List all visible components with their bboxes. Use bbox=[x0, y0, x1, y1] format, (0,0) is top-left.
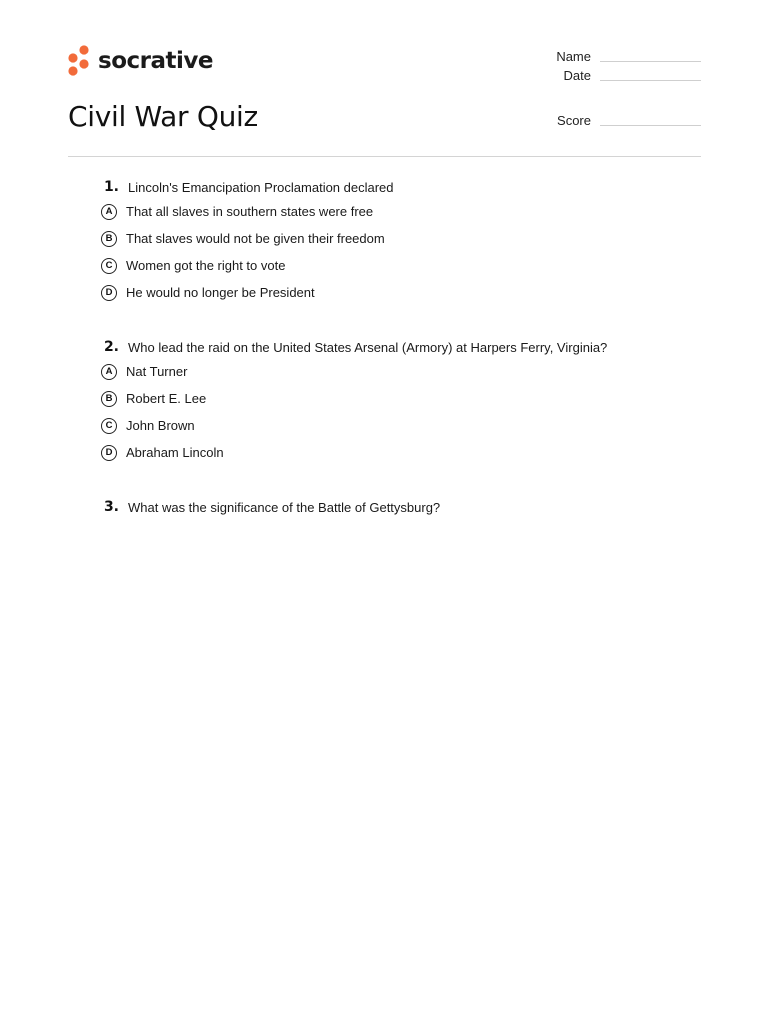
question-number: 3. bbox=[103, 499, 119, 515]
header-divider bbox=[68, 156, 701, 157]
option-letter-badge: D bbox=[101, 445, 117, 461]
question-2 bbox=[96, 337, 696, 466]
answer-option-c bbox=[96, 252, 696, 279]
question-header bbox=[96, 177, 696, 197]
name-line bbox=[600, 60, 701, 62]
answer-options bbox=[96, 358, 696, 466]
question-header bbox=[96, 337, 696, 357]
date-line bbox=[600, 79, 701, 81]
answer-option-d bbox=[96, 439, 696, 466]
answer-option-a bbox=[96, 198, 696, 225]
answer-option-c bbox=[96, 412, 696, 439]
name-field bbox=[531, 49, 701, 64]
question-text: Who lead the raid on the United States Arsenal (Armory) at Harpers Ferry, Virginia? bbox=[128, 339, 608, 355]
option-text: That slaves would not be given their freedom bbox=[126, 231, 385, 246]
question-3 bbox=[96, 497, 696, 517]
score-line bbox=[600, 124, 701, 126]
option-text: Women got the right to vote bbox=[126, 258, 286, 273]
quiz-title: Civil War Quiz bbox=[68, 100, 258, 133]
option-letter-badge: B bbox=[101, 231, 117, 247]
date-field bbox=[531, 68, 701, 83]
option-letter-badge: C bbox=[101, 418, 117, 434]
socrative-wordmark: socrative bbox=[98, 48, 213, 74]
socrative-logo-icon bbox=[67, 45, 91, 77]
option-letter-badge: C bbox=[101, 258, 117, 274]
score-field bbox=[531, 113, 701, 128]
score-label: Score bbox=[557, 113, 591, 128]
option-text: Nat Turner bbox=[126, 364, 188, 379]
option-text: John Brown bbox=[126, 418, 195, 433]
option-text: Abraham Lincoln bbox=[126, 445, 224, 460]
question-header bbox=[96, 497, 696, 517]
question-text: Lincoln's Emancipation Proclamation declared bbox=[128, 179, 394, 195]
option-letter-badge: A bbox=[101, 204, 117, 220]
socrative-logo bbox=[67, 44, 213, 78]
answer-option-b bbox=[96, 385, 696, 412]
option-text: Robert E. Lee bbox=[126, 391, 207, 406]
option-text: That all slaves in southern states were free bbox=[126, 204, 374, 219]
name-label: Name bbox=[556, 49, 591, 64]
answer-option-a bbox=[96, 358, 696, 385]
question-number: 1. bbox=[103, 179, 119, 195]
option-letter-badge: B bbox=[101, 391, 117, 407]
answer-option-b bbox=[96, 225, 696, 252]
question-1 bbox=[96, 177, 696, 306]
question-number: 2. bbox=[103, 339, 119, 355]
option-letter-badge: A bbox=[101, 364, 117, 380]
date-label: Date bbox=[563, 68, 591, 83]
option-text: He would no longer be President bbox=[126, 285, 315, 300]
question-text: What was the significance of the Battle of Gettysburg? bbox=[128, 499, 441, 515]
answer-option-d bbox=[96, 279, 696, 306]
answer-options bbox=[96, 198, 696, 306]
option-letter-badge: D bbox=[101, 285, 117, 301]
